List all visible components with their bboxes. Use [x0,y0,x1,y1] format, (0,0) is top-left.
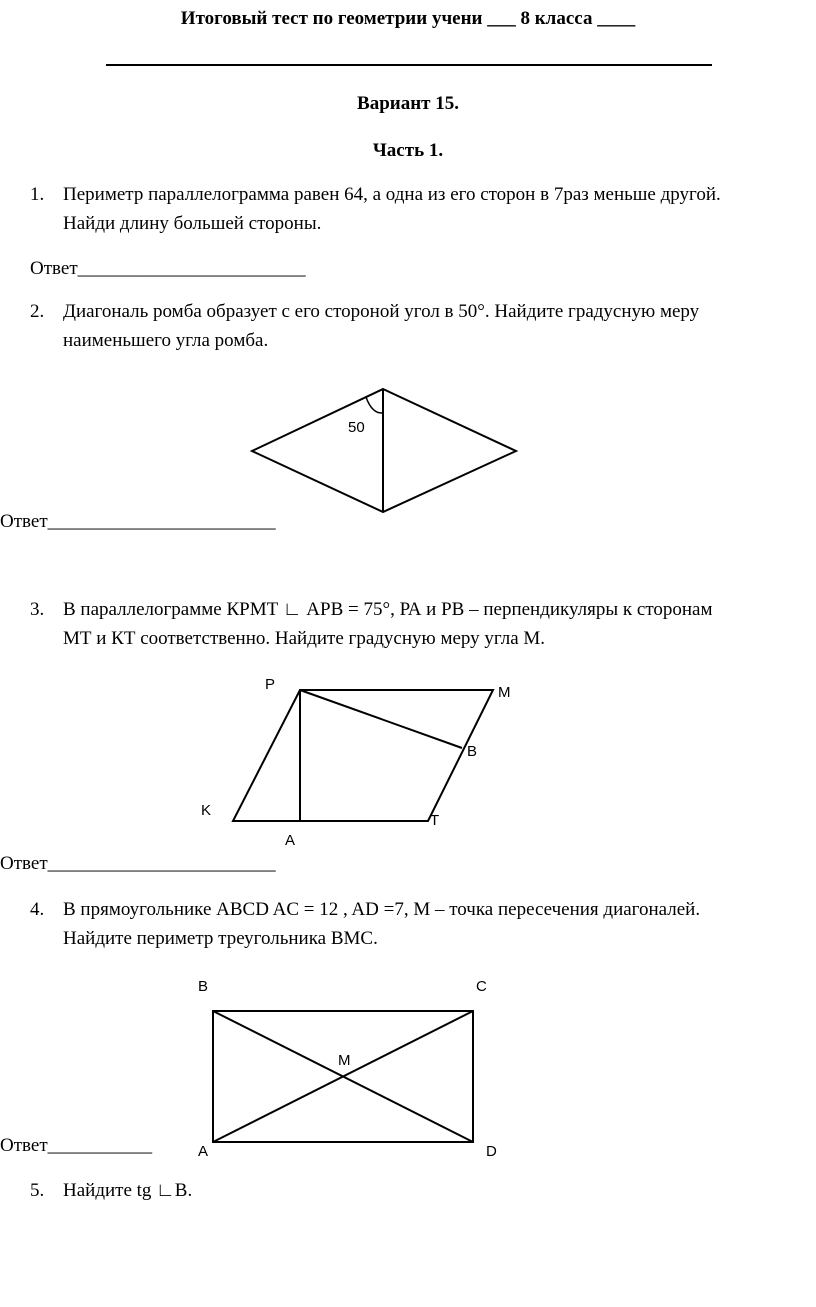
rhombus-figure [252,389,516,512]
rect-label-m: M [338,1052,351,1069]
question-5-number: 5. [30,1180,45,1201]
test-title: Итоговый тест по геометрии учени ___ 8 класса ____ [180,8,636,29]
rect-label-d: D [486,1143,497,1160]
question-4-line-2: Найдите периметр треугольника BMC. [63,928,378,949]
question-1-line-1: Периметр параллелограмма равен 64, а одна из его сторон в 7раз меньше другой. [63,184,721,205]
point-label-a: A [285,832,296,849]
question-1-answer: Ответ________________________ [30,258,306,279]
rect-label-c: C [476,978,487,995]
rect-label-a: A [198,1143,209,1160]
angle-arc [366,397,383,413]
vertex-label-t: T [430,812,440,829]
question-4-line-1: В прямоугольнике ABCD AC = 12 , AD =7, M – точка пересечения диагоналей. [63,899,701,920]
question-3-answer: Ответ________________________ [0,853,276,874]
vertex-label-m: M [498,684,511,701]
question-1-number: 1. [30,184,45,205]
point-label-b: B [467,743,478,760]
question-4-number: 4. [30,899,45,920]
question-2-answer: Ответ________________________ [0,511,276,532]
angle-label: 50 [348,419,365,436]
question-3-number: 3. [30,599,45,620]
parallelogram-figure [233,690,493,821]
question-1-line-2: Найди длину большей стороны. [63,213,322,234]
parallelogram-outline [233,690,493,821]
question-2-number: 2. [30,301,45,322]
question-3-line-2: МТ и КТ соответственно. Найдите градусную меру угла М. [63,628,546,649]
question-2-line-2: наименьшего угла ромба. [63,330,269,351]
variant-heading: Вариант 15. [357,93,459,114]
question-2-line-1: Диагональ ромба образует с его стороной угол в 50°. Найдите градусную меру [63,301,700,322]
vertex-label-k: K [201,802,212,819]
part-heading: Часть 1. [372,140,444,161]
rectangle-figure [213,1011,473,1142]
vertex-label-p: P [265,676,276,693]
perpendicular-pb [300,690,462,748]
question-5-line-1: Найдите tg ∟B. [63,1180,193,1201]
question-4-answer: Ответ___________ [0,1135,153,1156]
rect-label-b: B [198,978,209,995]
question-3-line-1: В параллелограмме КРМТ ∟ АРВ = 75°, РА и РВ – перпендикуляры к сторонам [63,599,713,620]
